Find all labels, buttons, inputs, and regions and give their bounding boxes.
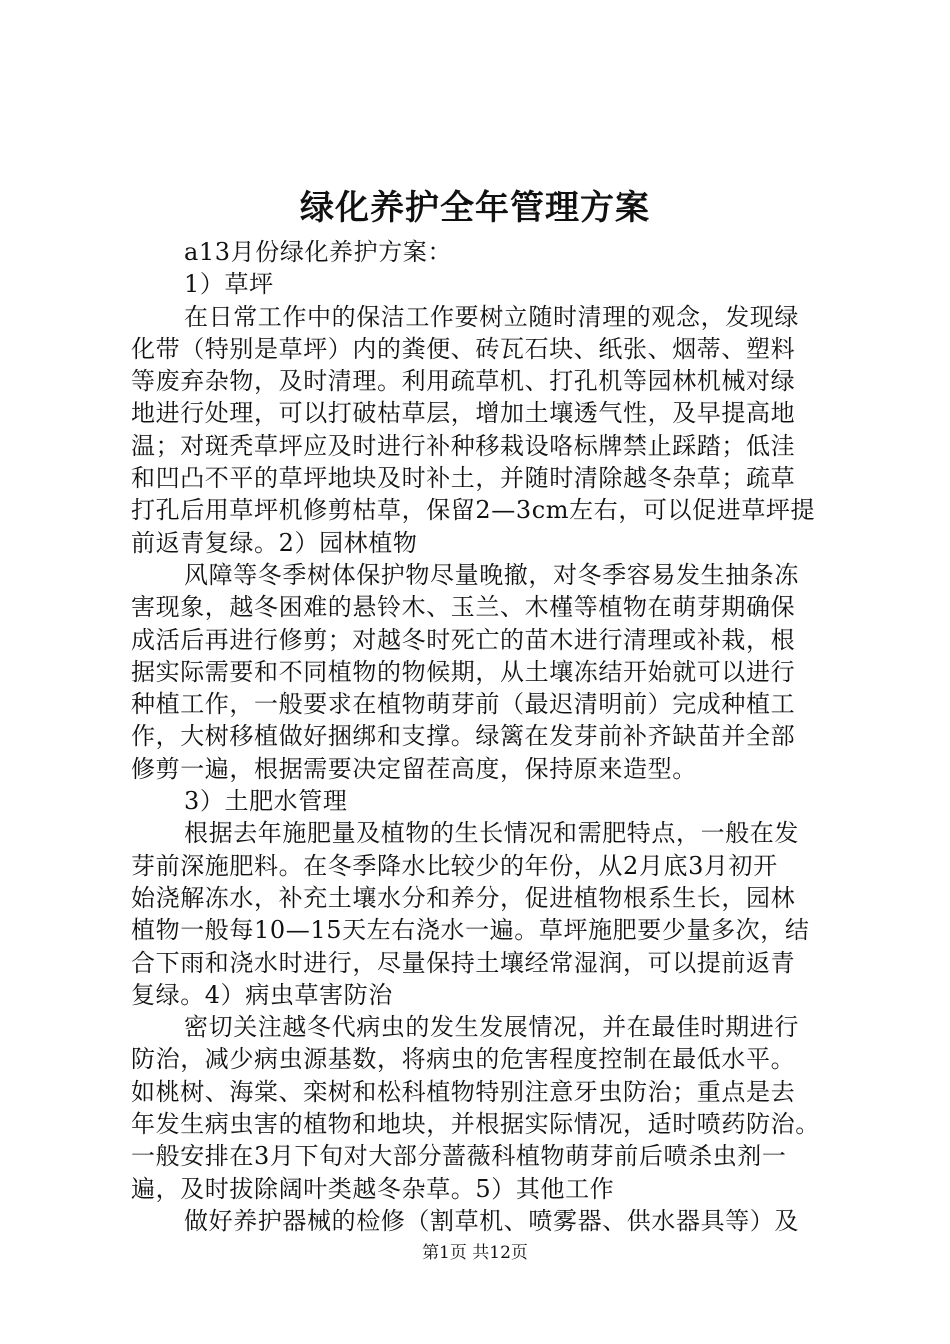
text-line: 密切关注越冬代病虫的发生发展情况，并在最佳时期进行: [184, 1013, 799, 1042]
text-line: 化带（特别是草坪）内的粪便、砖瓦石块、纸张、烟蒂、塑料: [131, 334, 796, 363]
text-line: 复绿。4）病虫草害防治: [131, 980, 393, 1009]
text-line: 做好养护器械的检修（割草机、喷雾器、供水器具等）及: [184, 1206, 799, 1235]
text-line: a13月份绿化养护方案：: [184, 238, 453, 266]
document-body: [131, 236, 831, 1237]
text-line: 如桃树、海棠、栾树和松科植物特别注意牙虫防治；重点是去: [131, 1077, 796, 1106]
text-line: 合下雨和浇水时进行，尽量保持土壤经常湿润，可以提前返青: [131, 948, 796, 977]
page-footer: 第1页 共12页: [422, 1243, 528, 1263]
text-line: 害现象，越冬困难的悬铃木、玉兰、木槿等植物在萌芽期确保: [131, 593, 796, 622]
text-line: 植物一般每10—15天左右浇水一遍。草坪施肥要少量多次，结: [131, 916, 810, 945]
text-line: 始浇解冻水，补充土壤水分和养分，促进植物根系生长，园林: [131, 883, 796, 912]
text-line: 芽前深施肥料。在冬季降水比较少的年份，从2月底3月初开: [131, 851, 778, 880]
text-line: 和凹凸不平的草坪地块及时补土，并随时清除越冬杂草；疏草: [131, 464, 796, 493]
text-line: 风障等冬季树体保护物尽量晚撤，对冬季容易发生抽条冻: [184, 560, 799, 589]
text-line: 修剪一遍，根据需要决定留茬高度，保持原来造型。: [131, 754, 697, 783]
document-title: 绿化养护全年管理方案: [300, 188, 650, 228]
section-heading: 3）土肥水管理: [184, 787, 348, 816]
text-line: 一般安排在3月下旬对大部分蔷薇科植物萌芽前后喷杀虫剂一: [131, 1142, 787, 1171]
text-line: 在日常工作中的保洁工作要树立随时清理的观念，发现绿: [184, 302, 799, 331]
text-line: 作，大树移植做好捆绑和支撑。绿篱在发芽前补齐缺苗并全部: [131, 722, 796, 751]
text-line: 打孔后用草坪机修剪枯草，保留2—3cm左右，可以促进草坪提: [131, 496, 816, 525]
text-line: 地进行处理，可以打破枯草层，增加土壤透气性，及早提高地: [131, 399, 796, 428]
text-line: 温；对斑秃草坪应及时进行补种移栽设咯标牌禁止踩踏；低洼: [131, 431, 796, 460]
text-line: 年发生病虫害的植物和地块，并根据实际情况，适时喷药防治。: [131, 1110, 820, 1139]
text-line: 前返青复绿。2）园林植物: [131, 528, 418, 557]
text-line: 根据去年施肥量及植物的生长情况和需肥特点，一般在发: [184, 819, 799, 848]
text-line: 成活后再进行修剪；对越冬时死亡的苗木进行清理或补栽，根: [131, 625, 796, 654]
text-line: 据实际需要和不同植物的物候期，从土壤冻结开始就可以进行: [131, 657, 796, 686]
section-heading: 1）草坪: [184, 270, 274, 299]
text-line: 遍，及时拔除阔叶类越冬杂草。5）其他工作: [131, 1174, 615, 1203]
text-line: 防治，减少病虫源基数，将病虫的危害程度控制在最低水平。: [131, 1045, 796, 1074]
text-line: 等废弃杂物，及时清理。利用疏草机、打孔机等园林机械对绿: [131, 367, 796, 396]
text-line: 种植工作，一般要求在植物萌芽前（最迟清明前）完成种植工: [131, 690, 796, 719]
